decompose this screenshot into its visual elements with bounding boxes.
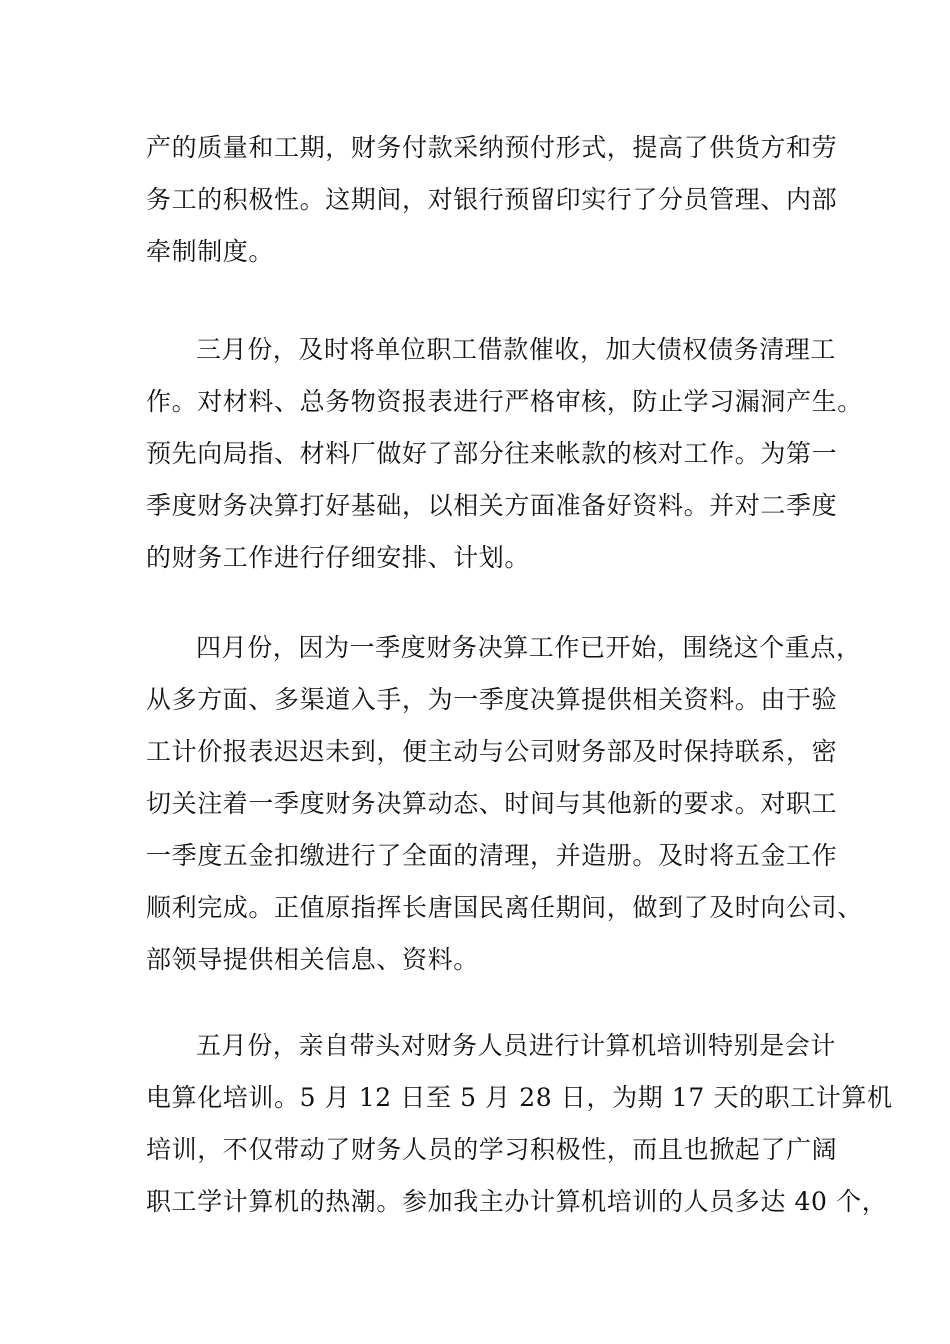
paragraph-line: 产的质量和工期，财务付款采纳预付形式，提高了供货方和劳 <box>146 133 838 162</box>
paragraph-line: 作。对材料、总务物资报表进行严格审核，防止学习漏洞产生。 <box>146 387 863 416</box>
paragraph-line: 务工的积极性。这期间，对银行预留印实行了分员管理、内部 <box>146 185 838 214</box>
paragraph-line: 五月份，亲自带头对财务人员进行计算机培训特别是会计 <box>196 1031 837 1060</box>
paragraph-line: 职工学计算机的热潮。参加我主办计算机培训的人员多达 40 个， <box>146 1187 888 1216</box>
paragraph-line: 部领导提供相关信息、资料。 <box>146 945 479 974</box>
paragraph-line: 四月份，因为一季度财务决算工作已开始，围绕这个重点， <box>196 633 862 662</box>
paragraph-line: 培训，不仅带动了财务人员的学习积极性，而且也掀起了广阔 <box>146 1135 838 1164</box>
paragraph-line: 牵制制度。 <box>146 237 275 266</box>
paragraph-line: 电算化培训。5 月 12 日至 5 月 28 日，为期 17 天的职工计算机 <box>146 1083 893 1112</box>
paragraph-line: 一季度五金扣缴进行了全面的清理，并造册。及时将五金工作 <box>146 841 838 870</box>
paragraph-line: 顺利完成。正值原指挥长唐国民离任期间，做到了及时向公司、 <box>146 893 863 922</box>
paragraph-line: 的财务工作进行仔细安排、计划。 <box>146 543 531 572</box>
paragraph-line: 工计价报表迟迟未到，便主动与公司财务部及时保持联系，密 <box>146 737 838 766</box>
paragraph-line: 季度财务决算打好基础，以相关方面准备好资料。并对二季度 <box>146 491 838 520</box>
paragraph-line: 预先向局指、材料厂做好了部分往来帐款的核对工作。为第一 <box>146 439 838 468</box>
paragraph-line: 切关注着一季度财务决算动态、时间与其他新的要求。对职工 <box>146 789 838 818</box>
paragraph-line: 从多方面、多渠道入手，为一季度决算提供相关资料。由于验 <box>146 685 838 714</box>
paragraph-line: 三月份，及时将单位职工借款催收，加大债权债务清理工 <box>196 335 837 364</box>
